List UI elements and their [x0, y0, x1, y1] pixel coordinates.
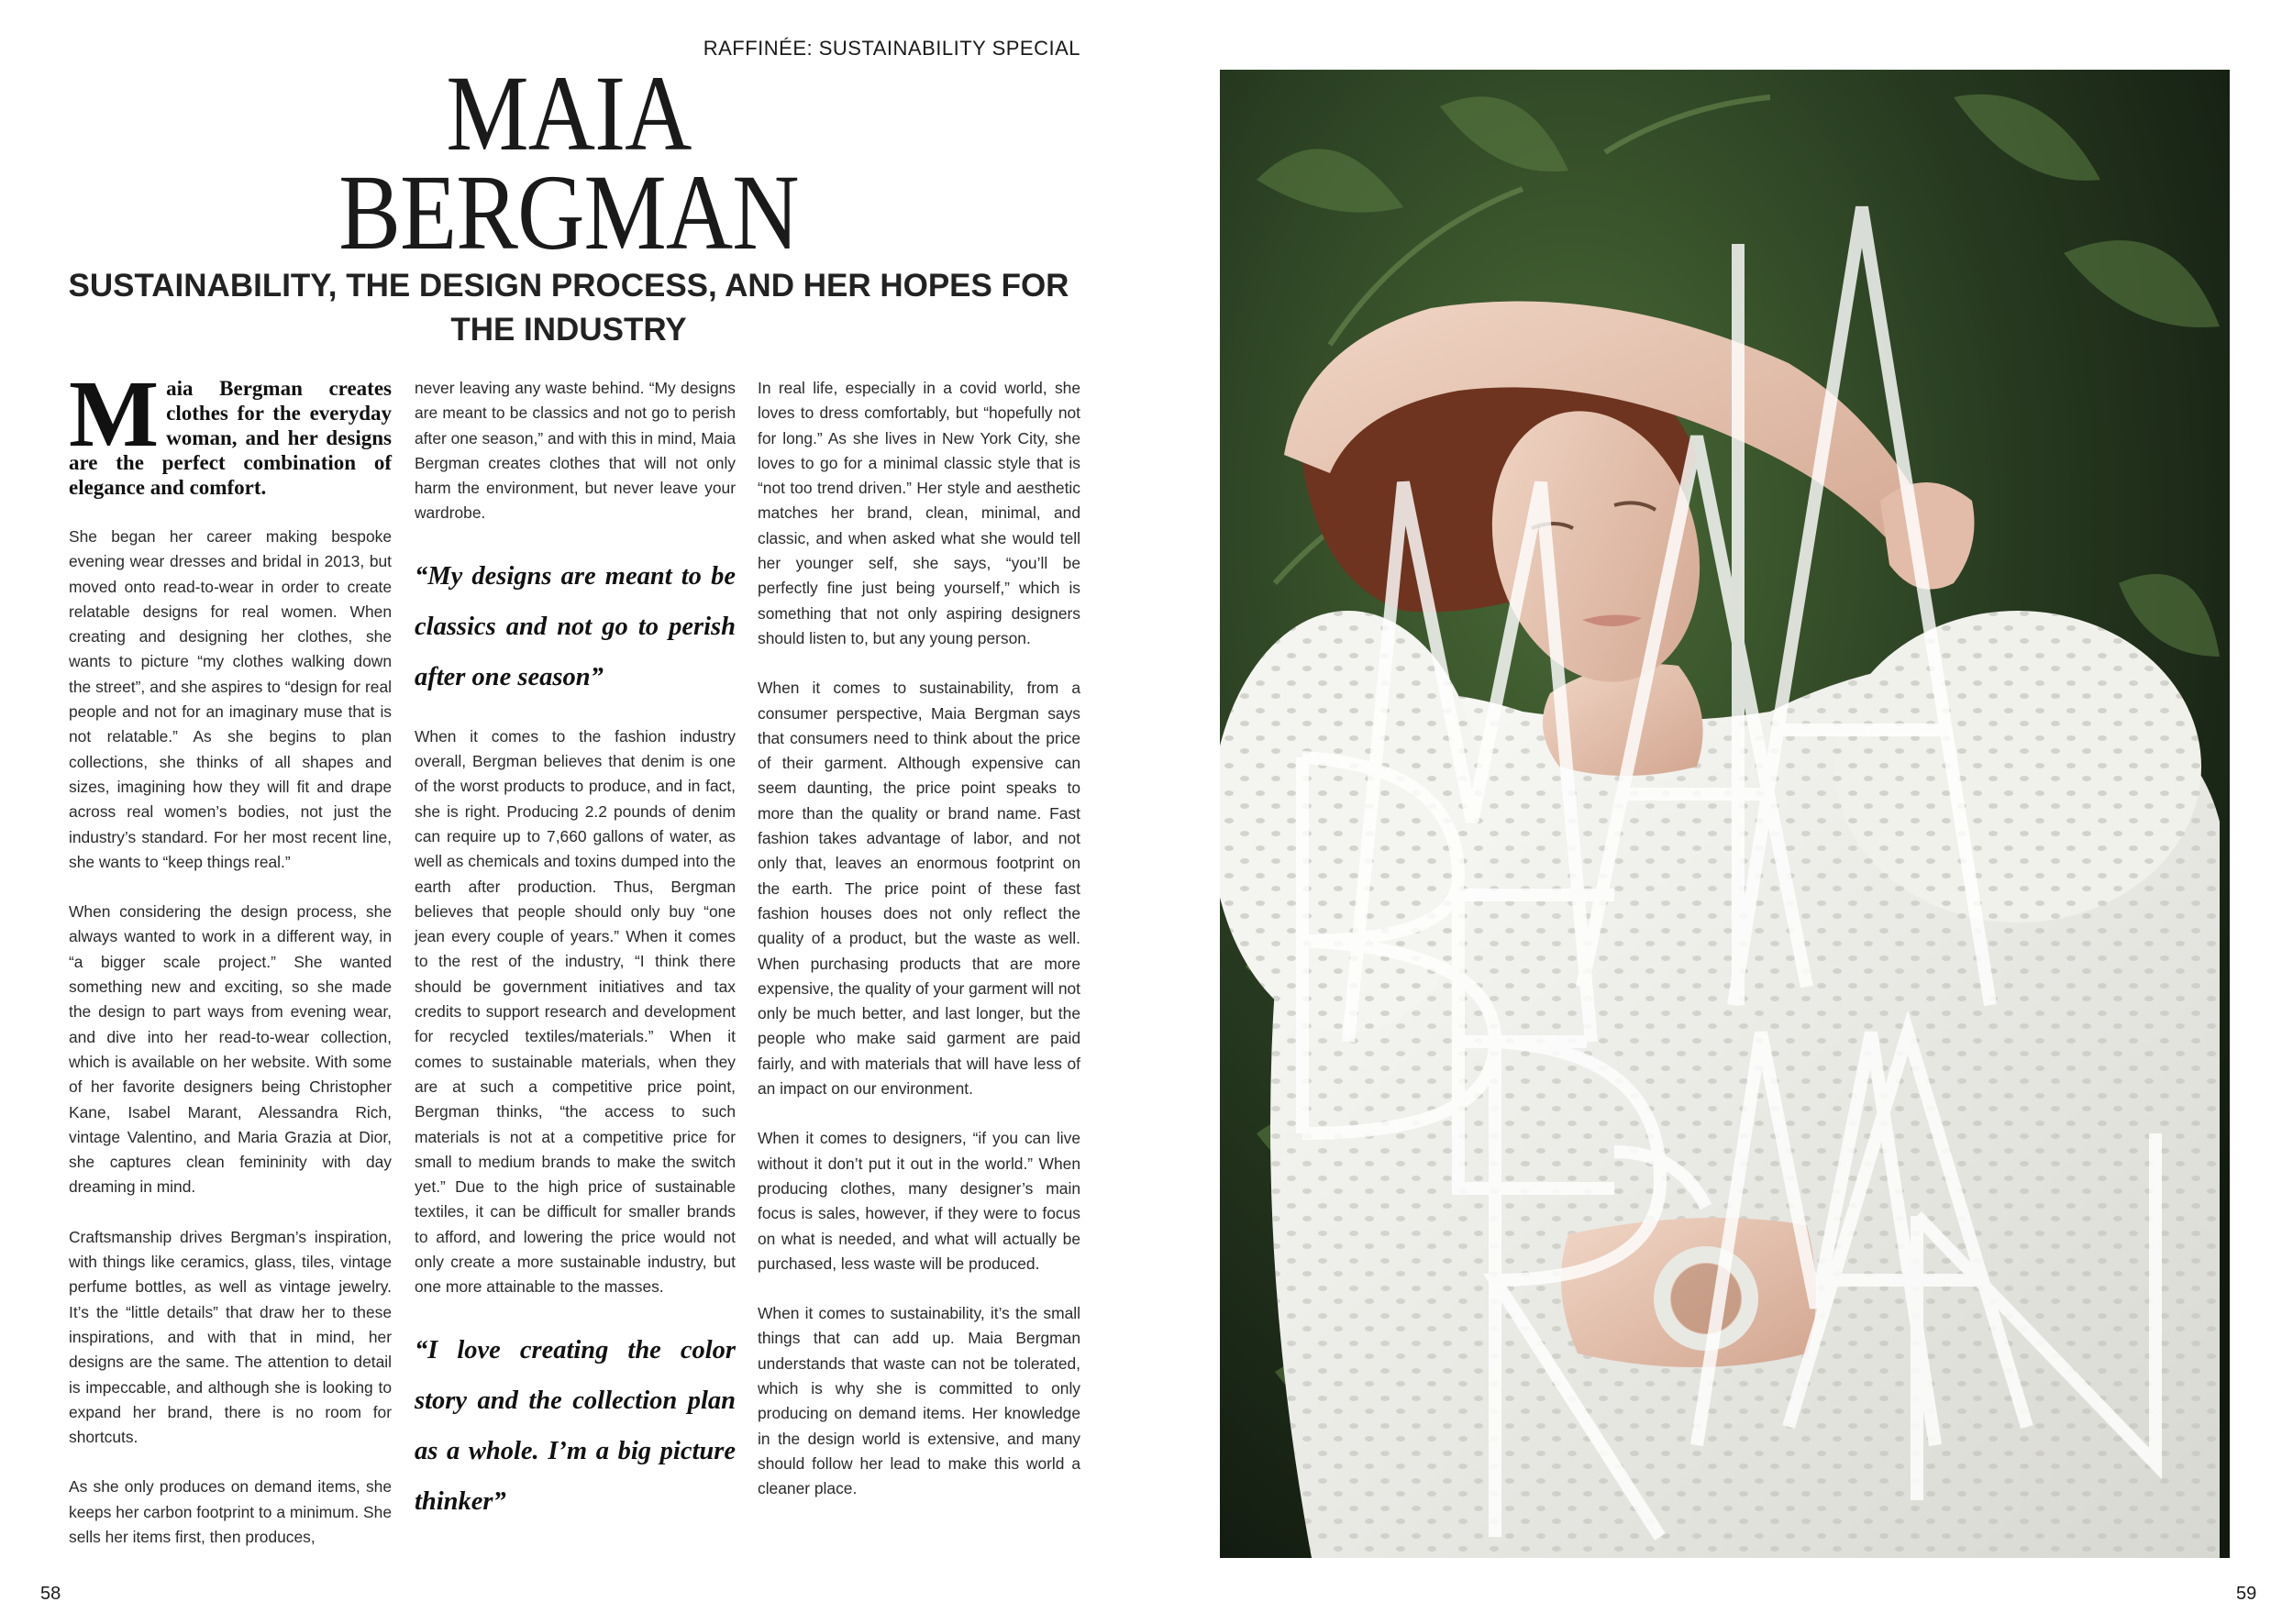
body-paragraph: When it comes to sustainability, from a consumer perspective, Maia Bergman says that consumers need to think about the price of their garment. Although expensive can seem daunting, the price point speaks to more than the quality or brand name. Fast fashion takes advantage of labor, and not only that, leaves an enormous footprint on the earth. The price point of these fast fashion houses does not only reflect the quality of a product, but the waste as well. When purchasing products that are more expensive, the quality of your garment will not only be much better, and last longer, but the people who make said garment are paid fairly, and with materials that will have less of an impact on our environment. — [758, 679, 1080, 1099]
lead-paragraph — [69, 361, 392, 500]
section-label: RAFFINÉE: SUSTAINABILITY SPECIAL — [703, 37, 1080, 60]
body-paragraph: Craftsmanship drives Bergman’s inspiration, with things like ceramics, glass, tiles, vintage perfume bottles, as well as vintage jewelry. It’s the “little details” that draw her to these inspirations, and with that in mind, her designs are the same. The attention to detail is impeccable, and although she is looking to expand her brand, there is no room for shortcuts. — [69, 1227, 392, 1447]
body-paragraph: As she only produces on demand items, she keeps her carbon footprint to a minimum. She sells her items first, then produces, — [69, 1477, 392, 1546]
body-paragraph: never leaving any waste behind. “My designs are meant to be classics and not go to perish after one season,” and with this in mind, Maia Bergman creates clothes that will not only harm the environment, but never leave your wardrobe. — [415, 379, 736, 523]
body-paragraph: In real life, especially in a covid world, she loves to dress comfortably, but “hopefully not for long.” As she lives in New York City, she loves to go for a minimal classic style that is “not too trend driven.” Her style and aesthetic matches her brand, clean, minimal, and classic, and when asked what she would tell her younger self, she says, “you’ll be perfectly fine just being yourself,” which is something that not only aspiring designers should listen to, but any young person. — [758, 379, 1080, 647]
title-line-2: BERGMAN — [338, 152, 799, 272]
article-column-2 — [415, 376, 736, 1549]
subtitle-line-2: THE INDUSTRY — [450, 312, 687, 348]
article-column-3 — [758, 376, 1080, 1526]
article-subtitle — [64, 264, 1073, 352]
page-number-left: 58 — [40, 1584, 61, 1604]
body-paragraph: She began her career making bespoke evening wear dresses and bridal in 2013, but moved onto read-to-wear in order to create relatable designs for real women. When creating and designing her clothes, she wants to picture “my clothes walking down the street”, and she aspires to “design for real people and not for an imaginary muse that is not relatable.” As she begins to plan collections, she thinks of all shapes and sizes, imagining how they will fit and drape across real women’s bodies, not just the industry’s standard. For her most recent line, she wants to “keep things real.” — [69, 527, 392, 871]
pull-quote-1: “My designs are meant to be classics and not go to perish after one season” — [415, 561, 736, 691]
pull-quote-2: “I love creating the color story and the collection plan as a whole. I’m a big picture thinker” — [415, 1335, 736, 1516]
body-paragraph: When it comes to designers, “if you can live without it don’t put it out in the world.” When producing clothes, many designer’s main focus is sales, however, if they were to focus on what is needed, and what will actually be purchased, less waste will be produced. — [758, 1129, 1080, 1273]
subtitle-line-1: SUSTAINABILITY, THE DESIGN PROCESS, AND HER HOPES FOR — [68, 268, 1069, 304]
title-line-1: MAIA — [446, 53, 692, 173]
page-number-right: 59 — [2236, 1584, 2257, 1604]
lead-text: aia Bergman creates clothes for the everyday woman, and her designs are the perfect combination of elegance and comfort. — [69, 377, 392, 499]
body-paragraph: When considering the design process, she always wanted to work in a different way, in “a bigger scale project.” She wanted something new and exciting, so she made the design to part ways from evening wear, and dive into her read-to-wear collection, which is available on her website. With some of her favorite designers being Christopher Kane, Isabel Marant, Alessandra Rich, vintage Valentino, and Maria Grazia at Dior, she captures clean femininity with day dreaming in mind. — [69, 902, 392, 1197]
portrait-illustration — [1220, 70, 2230, 1558]
drop-cap: M — [69, 361, 160, 467]
portrait-photo — [1220, 70, 2230, 1558]
body-paragraph: When it comes to sustainability, it’s the small things that can add up. Maia Bergman understands that waste can not be tolerated, which is why she is committed to only producing on demand items. Her knowledge in the design world is extensive, and many should follow her lead to make this world a cleaner place. — [758, 1304, 1080, 1498]
article-title — [238, 53, 900, 272]
body-paragraph: When it comes to the fashion industry overall, Bergman believes that denim is one of the worst products to produce, and in fact, she is right. Producing 2.2 pounds of denim can require up to 7,660 gallons of water, as well as chemicals and toxins dumped into the earth after production. Thus, Bergman believes that people should only buy “one jean every couple of years.” When it comes to the rest of the industry, “I think there should be government initiatives and tax credits to support research and development for recycled textiles/materials.” When it comes to sustainable materials, when they are at such a competitive price point, Bergman thinks, “the access to such materials is not at a competitive price for small to medium brands to make the switch yet.” Due to the high price of sustainable textiles, it can be difficult for smaller brands to afford, and lowering the price would not only create a more sustainable industry, but one more attainable to the masses. — [415, 726, 736, 1297]
article-column-1 — [69, 361, 392, 1574]
